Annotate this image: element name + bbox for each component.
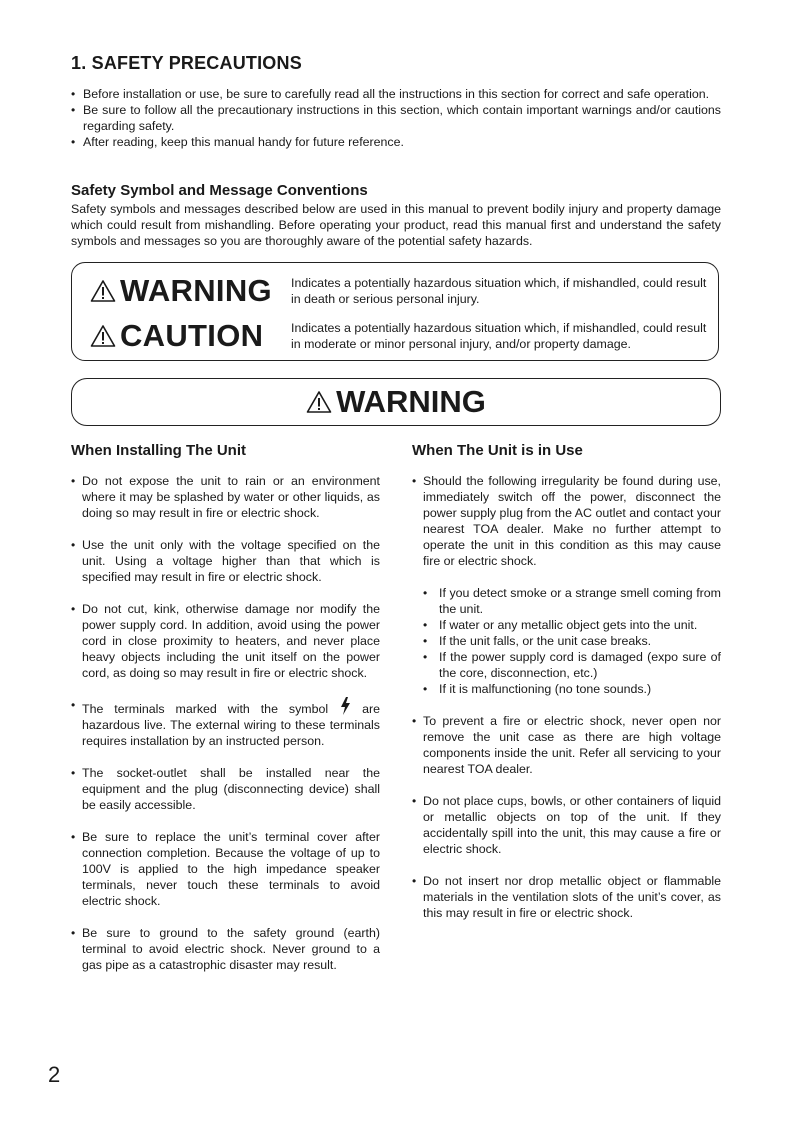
list-item: • Do not place cups, bowls, or other containers of liquid or metallic objects on top of the unit. If they accidentally spill into the unit, this may cause a fire or electric shock.: [412, 794, 721, 856]
caution-convention-row: [72, 316, 718, 356]
list-item: • Do not expose the unit to rain or an environment where it may be splashed by water or other liquids, as doing so may result in fire or electric shock.: [71, 474, 380, 520]
warning-description: Indicates a potentially hazardous situation which, if mishandled, could result in death or serious personal injury.: [291, 276, 707, 306]
list-item: • To prevent a fire or electric shock, never open nor remove the unit case as there are high voltage components inside the unit. Refer all servicing to your nearest TOA dealer.: [412, 714, 721, 776]
sub-list-item: • If it is malfunctioning (no tone sounds.): [423, 682, 652, 696]
list-item: • The socket-outlet shall be installed near the equipment and the plug (disconnecting device) shall be easily accessible.: [71, 766, 380, 812]
caution-triangle-icon: [90, 324, 116, 348]
irregularity-sublist: [423, 585, 721, 697]
list-item: • Do not insert nor drop metallic object or flammable materials in the ventilation slots of the unit’s cover, as this may result in fire or electric shock.: [412, 874, 721, 920]
caution-description: Indicates a potentially hazardous situation which, if mishandled, could result in moderate or minor personal injury, and/or property damage.: [291, 321, 707, 351]
sub-list-item: • If you detect smoke or a strange smell coming from the unit.: [423, 586, 721, 616]
warning-convention-row: [72, 271, 718, 311]
intro-bullet: • Before installation or use, be sure to carefully read all the instructions in this section for correct and safe operation.: [71, 87, 710, 101]
warning-triangle-icon: [306, 390, 332, 414]
sub-list-item: • If the unit falls, or the unit case breaks.: [423, 634, 652, 648]
sub-list-item: • If water or any metallic object gets into the unit.: [423, 618, 698, 632]
list-item: • Be sure to ground to the safety ground (earth) terminal to avoid electric shock. Never ground to a gas pipe as a catastrophic disaster may result.: [71, 926, 380, 972]
lightning-bolt-icon: [339, 697, 351, 715]
list-item: • Do not cut, kink, otherwise damage nor modify the power supply cord. In addition, avoid using the power cord in close proximity to heaters, and never place heavy objects including the unit itself on the power cord, as doing so may result in fire or electric shock.: [71, 602, 380, 680]
warning-banner-label: WARNING: [336, 384, 486, 419]
warning-triangle-icon: [90, 279, 116, 303]
intro-bullet: • Be sure to follow all the precautionary instructions in this section, which contain important warnings and/or cautions regarding safety.: [71, 103, 721, 133]
caution-label: CAUTION: [120, 318, 264, 353]
conventions-paragraph: Safety symbols and messages described below are used in this manual to prevent bodily injury and property damage which could result from mishandling. Before operating your product, read this manual first and understand the safety symbols and messages so you are thoroughly aware of the potential safety hazards.: [71, 202, 721, 248]
list-item: • The terminals marked with the symbol are hazardous live. The external wiring to these terminals requires installation by an instructed person.: [71, 698, 380, 748]
intro-bullet: • After reading, keep this manual handy for future reference.: [71, 135, 404, 149]
intro-bullet-list: [71, 86, 721, 150]
page-number: 2: [48, 1062, 61, 1087]
list-item: • Should the following irregularity be found during use, immediately switch off the power, disconnect the power supply plug from the AC outlet and contact your nearest TOA dealer. Make no further attempt to operate the unit in this condition as this may cause fire or electric shock. • If you detect smoke or a strange smell coming from the unit. • If water or any metallic object gets into the unit. • If the unit falls, or the unit case breaks. • If the power supply cord is damaged (expo sure of the core, disconnection, etc.) • If it is malfunctioning (no tone sounds.): [412, 474, 721, 696]
warning-label: WARNING: [120, 273, 272, 308]
caution-tag: [90, 316, 263, 356]
warning-tag: [90, 271, 272, 311]
installing-warnings-list: [71, 473, 380, 989]
list-item: • Use the unit only with the voltage specified on the unit. Using a voltage higher than that which is specified may result in fire or electric shock.: [71, 538, 380, 584]
warning-banner: [71, 378, 721, 426]
sub-list-item: • If the power supply cord is damaged (expo sure of the core, disconnection, etc.): [423, 650, 721, 680]
list-item: • Be sure to replace the unit’s terminal cover after connection completion. Because the voltage of up to 100V is applied to the high impedance speaker terminals, never touch these terminals to avoid electric shock.: [71, 830, 380, 908]
right-column-heading: When The Unit is in Use: [412, 442, 583, 459]
left-column-heading: When Installing The Unit: [71, 442, 246, 459]
safety-symbol-box: [71, 262, 719, 361]
conventions-heading: Safety Symbol and Message Conventions: [71, 182, 368, 199]
section-title: 1. SAFETY PRECAUTIONS: [71, 53, 302, 73]
in-use-warnings-list: [412, 473, 721, 937]
